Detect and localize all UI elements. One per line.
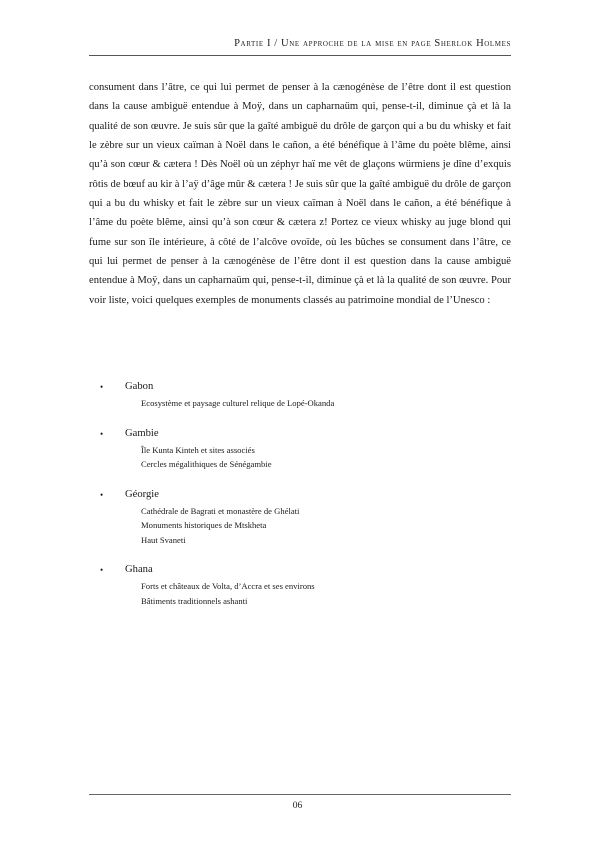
site-item: Cathédrale de Bagrati et monastère de Ghélati	[141, 505, 300, 516]
body-paragraph: consument dans l’âtre, ce qui lui permet de penser à la cænogénèse de l’être dont il est question dans la cause ambiguë entendue à Moÿ, dans un capharnaüm qui, pense-t-il, diminue çà et là la qualité de son œuvre. Je suis sûr que la gaîté ambiguë du drôle de garçon qui a bu du whisky et fait le zèbre sur un vieux caïman à Noël dans le cañon, a été bénéfique à l’âme du poète blême, ainsi qu’à son cœur & cætera ! Dès Noël où un zéphyr haï me vêt de glaçons würmiens je dîne d’exquis rôtis de bœuf au kir à l’aÿ d’âge mûr & cætera ! Je suis sûr que la gaîté ambiguë du drôle de garçon qui a bu du whisky et fait le zèbre sur un vieux caïman à Noël dans le cañon, a été bénéfique à l’âme du poète blême, ainsi qu’à son cœur & cætera z! Portez ce vieux whisky au juge blond qui fume sur son île intérieure, à côté de l’alcôve ovoïde, où les bûches se consument dans l’âtre, ce qui lui permet de penser à la cænogénèse de l’être dont il est question dans la cause ambiguë entendue à Moÿ, dans un capharnaüm qui, pense-t-il, diminue çà et là la qualité de son œuvre. Pour voir liste, voici quelques exemples de monuments classés au patrimoine mondial de l’Unesco :	[89, 82, 511, 306]
site-item: Monuments historiques de Mtskheta	[141, 520, 267, 530]
site-item: Haut Svaneti	[141, 534, 186, 545]
footer-rule	[89, 794, 511, 795]
bullet-icon: •	[100, 382, 104, 392]
site-list	[89, 396, 511, 411]
site-item: Bâtiments traditionnels ashanti	[141, 595, 248, 606]
country-name: Géorgie	[125, 488, 159, 500]
running-header: Partie I / Une approche de la mise en page Sherlok Holmes	[234, 38, 511, 49]
country-item	[89, 378, 511, 411]
header-rule	[89, 55, 511, 56]
country-item	[89, 486, 511, 548]
page-number: 06	[292, 801, 303, 811]
bullet-icon: •	[100, 489, 104, 500]
heritage-list	[89, 378, 511, 622]
site-item: Cercles mégalithiques de Sénégambie	[141, 459, 272, 469]
site-item: Forts et châteaux de Volta, d’Accra et ses environs	[141, 581, 315, 591]
bullet-icon: •	[100, 428, 104, 439]
site-item: Ecosystème et paysage culturel relique de Lopé-Okanda	[141, 398, 335, 408]
country-item	[89, 425, 511, 472]
site-list	[89, 504, 511, 548]
bullet-icon: •	[100, 565, 104, 575]
site-item: Île Kunta Kinteh et sites associés	[141, 444, 255, 455]
country-name: Gabon	[125, 381, 154, 392]
country-item	[89, 561, 511, 608]
country-name: Ghana	[125, 564, 153, 575]
site-list	[89, 443, 511, 472]
site-list	[89, 579, 511, 608]
country-name: Gambie	[125, 427, 159, 439]
